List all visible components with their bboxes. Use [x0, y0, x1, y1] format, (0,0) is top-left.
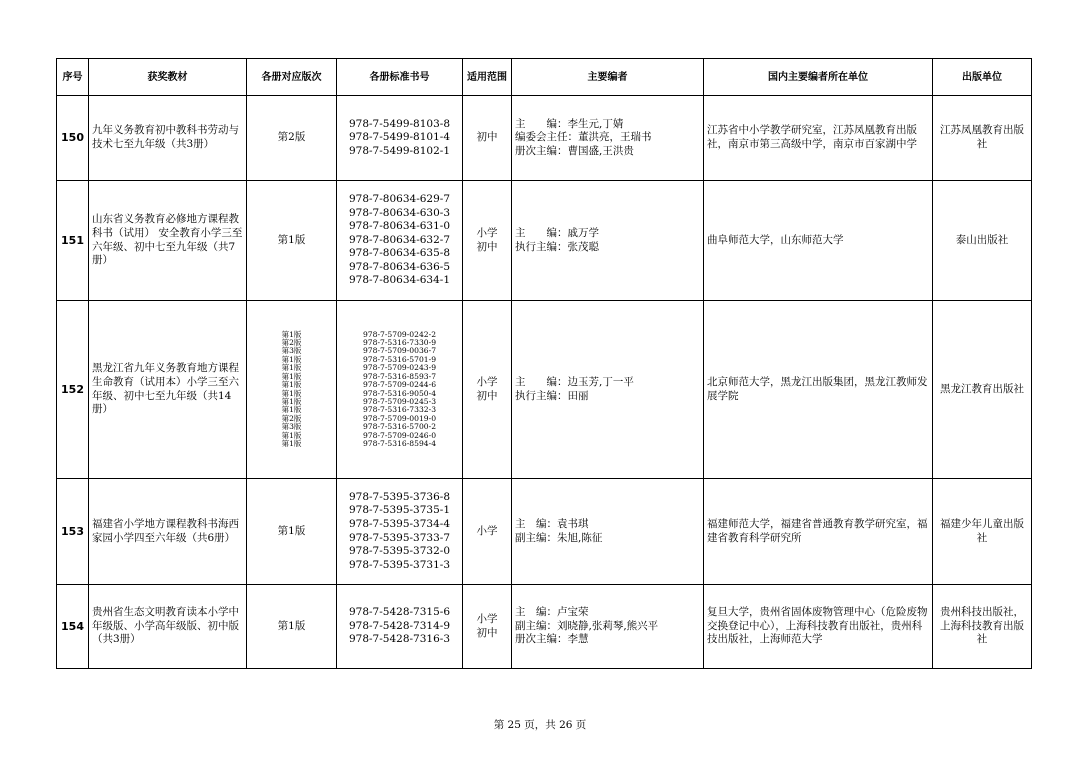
header-publisher: 出版单位 [933, 59, 1032, 96]
edition-item: 第3版 [281, 422, 302, 432]
row-editions [247, 181, 337, 301]
row-seq: 154 [57, 585, 89, 669]
row-isbns [337, 181, 463, 301]
scope-item: 小学 [476, 375, 498, 388]
edition-item: 第1版 [281, 363, 302, 373]
isbn-item: 978-7-5316-5701-9 [362, 354, 437, 364]
isbn-item: 978-7-5316-7330-9 [362, 338, 437, 348]
isbn-item: 978-7-80634-636-5 [348, 260, 451, 273]
isbn-item: 978-7-5316-8594-4 [362, 438, 437, 448]
table-row [57, 96, 1032, 181]
edition-item: 第2版 [281, 413, 302, 423]
header-isbn: 各册标准书号 [337, 59, 463, 96]
isbn-item: 978-7-5316-9050-4 [362, 388, 437, 398]
row-editors [512, 181, 704, 301]
award-table [56, 58, 1032, 669]
scope-item: 小学 [476, 524, 498, 537]
isbn-item: 978-7-5499-8102-1 [348, 144, 451, 157]
row-textbook: 山东省义务教育必修地方课程教科书（试用） 安全教育小学三至六年级、初中七至九年级（共7册） [89, 181, 247, 301]
header-edition: 各册对应版次 [247, 59, 337, 96]
header-scope-text: 适用范围 [467, 71, 507, 83]
edition-item: 第1版 [281, 329, 302, 339]
editor-item: 副主编：朱旭,陈征 [515, 531, 603, 544]
row-editions [247, 96, 337, 181]
isbn-item: 978-7-5428-7314-9 [348, 619, 451, 632]
row-scope [463, 585, 512, 669]
edition-item: 第1版 [281, 380, 302, 390]
row-seq: 153 [57, 479, 89, 585]
row-isbns [337, 585, 463, 669]
editor-item: 编委会主任：董洪亮，王瑞书 [515, 131, 652, 144]
table-row [57, 181, 1032, 301]
header-row [57, 59, 1032, 96]
isbn-item: 978-7-80634-631-0 [348, 220, 451, 233]
editor-item: 主 编：李生元,丁婧 [515, 117, 624, 130]
row-org: 江苏省中小学教学研究室，江苏凤凰教育出版社，南京市第三高级中学，南京市百家湖中学 [704, 96, 933, 181]
row-editors [512, 479, 704, 585]
isbn-item: 978-7-80634-634-1 [348, 274, 451, 287]
header-textbook: 获奖教材 [89, 59, 247, 96]
row-editors [512, 96, 704, 181]
row-scope [463, 479, 512, 585]
row-textbook: 九年义务教育初中教科书劳动与技术七至九年级（共3册） [89, 96, 247, 181]
header-seq: 序号 [57, 59, 89, 96]
isbn-item: 978-7-5395-3731-3 [348, 558, 451, 571]
row-seq: 152 [57, 301, 89, 479]
edition-item: 第1版 [281, 396, 302, 406]
row-textbook: 黑龙江省九年义务教育地方课程生命教育（试用本）小学三至六年级、初中七至九年级（共14册） [89, 301, 247, 479]
editor-item: 副主编：刘晓静,张莉琴,熊兴平 [515, 619, 659, 632]
edition-item: 第3版 [281, 346, 302, 356]
edition-item: 第1版 [277, 524, 306, 537]
header-org: 国内主要编者所在单位 [704, 59, 933, 96]
row-publisher: 江苏凤凰教育出版社 [933, 96, 1032, 181]
isbn-item: 978-7-5709-0246-0 [362, 430, 437, 440]
isbn-item: 978-7-80634-630-3 [348, 206, 451, 219]
row-textbook: 贵州省生态文明教育读本小学中年级版、小学高年级版、初中版（共3册） [89, 585, 247, 669]
edition-item: 第1版 [281, 438, 302, 448]
isbn-item: 978-7-80634-635-8 [348, 247, 451, 260]
editor-item: 主 编：卢宝荣 [515, 606, 589, 619]
row-editors [512, 585, 704, 669]
row-editions [247, 301, 337, 479]
row-publisher: 贵州科技出版社，上海科技教育出版社 [933, 585, 1032, 669]
editor-item: 册次主编：曹国盛,王洪贵 [515, 144, 634, 157]
isbn-item: 978-7-5395-3733-7 [348, 531, 451, 544]
header-scope [463, 59, 512, 96]
editor-item: 执行主编：张茂聪 [515, 240, 599, 253]
isbn-item: 978-7-5709-0036-7 [362, 346, 437, 356]
scope-item: 初中 [476, 240, 498, 253]
editor-item: 执行主编：田丽 [515, 389, 589, 402]
edition-item: 第1版 [277, 233, 306, 246]
isbn-item: 978-7-80634-632-7 [348, 233, 451, 246]
table-body [57, 96, 1032, 669]
row-org: 北京师范大学，黑龙江出版集团，黑龙江教师发展学院 [704, 301, 933, 479]
isbn-item: 978-7-5709-0019-0 [362, 413, 437, 423]
row-publisher: 泰山出版社 [933, 181, 1032, 301]
scope-item: 初中 [476, 626, 498, 639]
row-textbook: 福建省小学地方课程教科书海西家园小学四至六年级（共6册） [89, 479, 247, 585]
table-row [57, 479, 1032, 585]
table-row [57, 301, 1032, 479]
isbn-item: 978-7-5316-8593-7 [362, 371, 437, 381]
isbn-item: 978-7-5499-8101-4 [348, 131, 451, 144]
isbn-item: 978-7-5499-8103-8 [348, 117, 451, 130]
isbn-item: 978-7-5428-7315-6 [348, 606, 451, 619]
row-isbns [337, 479, 463, 585]
scope-item: 小学 [476, 226, 498, 239]
row-seq: 151 [57, 181, 89, 301]
edition-item: 第1版 [281, 388, 302, 398]
editor-item: 主 编：袁书琪 [515, 517, 589, 530]
row-editions [247, 585, 337, 669]
edition-item: 第2版 [277, 131, 306, 144]
row-org: 曲阜师范大学，山东师范大学 [704, 181, 933, 301]
row-isbns [337, 301, 463, 479]
isbn-item: 978-7-5709-0244-6 [362, 380, 437, 390]
page-footer: 第 25 页，共 26 页 [493, 719, 587, 731]
edition-item: 第1版 [281, 371, 302, 381]
isbn-item: 978-7-5395-3736-8 [348, 490, 451, 503]
isbn-item: 978-7-5428-7316-3 [348, 633, 451, 646]
row-scope [463, 301, 512, 479]
isbn-item: 978-7-5709-0242-2 [362, 329, 437, 339]
edition-item: 第1版 [281, 354, 302, 364]
header-editors: 主要编者 [512, 59, 704, 96]
row-publisher: 福建少年儿童出版社 [933, 479, 1032, 585]
row-org: 复旦大学，贵州省固体废物管理中心（危险废物交换登记中心），上海科技教育出版社，贵州科技出版社，上海师范大学 [704, 585, 933, 669]
edition-item: 第2版 [281, 338, 302, 348]
isbn-item: 978-7-5316-7332-3 [362, 405, 437, 415]
row-publisher: 黑龙江教育出版社 [933, 301, 1032, 479]
edition-item: 第1版 [281, 405, 302, 415]
editor-item: 主 编：戚万学 [515, 226, 599, 239]
row-scope [463, 181, 512, 301]
isbn-item: 978-7-5709-0243-9 [362, 363, 437, 373]
scope-item: 小学 [476, 612, 498, 625]
row-isbns [337, 96, 463, 181]
row-editors [512, 301, 704, 479]
table-row [57, 585, 1032, 669]
row-editions [247, 479, 337, 585]
row-org: 福建师范大学，福建省普通教育教学研究室，福建省教育科学研究所 [704, 479, 933, 585]
isbn-item: 978-7-5395-3732-0 [348, 545, 451, 558]
scope-item: 初中 [476, 131, 498, 144]
row-scope [463, 96, 512, 181]
isbn-item: 978-7-5395-3735-1 [348, 504, 451, 517]
editor-item: 册次主编：李慧 [515, 633, 589, 646]
row-seq: 150 [57, 96, 89, 181]
edition-item: 第1版 [281, 430, 302, 440]
edition-item: 第1版 [277, 619, 306, 632]
editor-item: 主 编：边玉芳,丁一平 [515, 375, 634, 388]
isbn-item: 978-7-5709-0245-3 [362, 396, 437, 406]
isbn-item: 978-7-5316-5700-2 [362, 422, 437, 432]
scope-item: 初中 [476, 389, 498, 402]
isbn-item: 978-7-5395-3734-4 [348, 517, 451, 530]
isbn-item: 978-7-80634-629-7 [348, 192, 451, 205]
